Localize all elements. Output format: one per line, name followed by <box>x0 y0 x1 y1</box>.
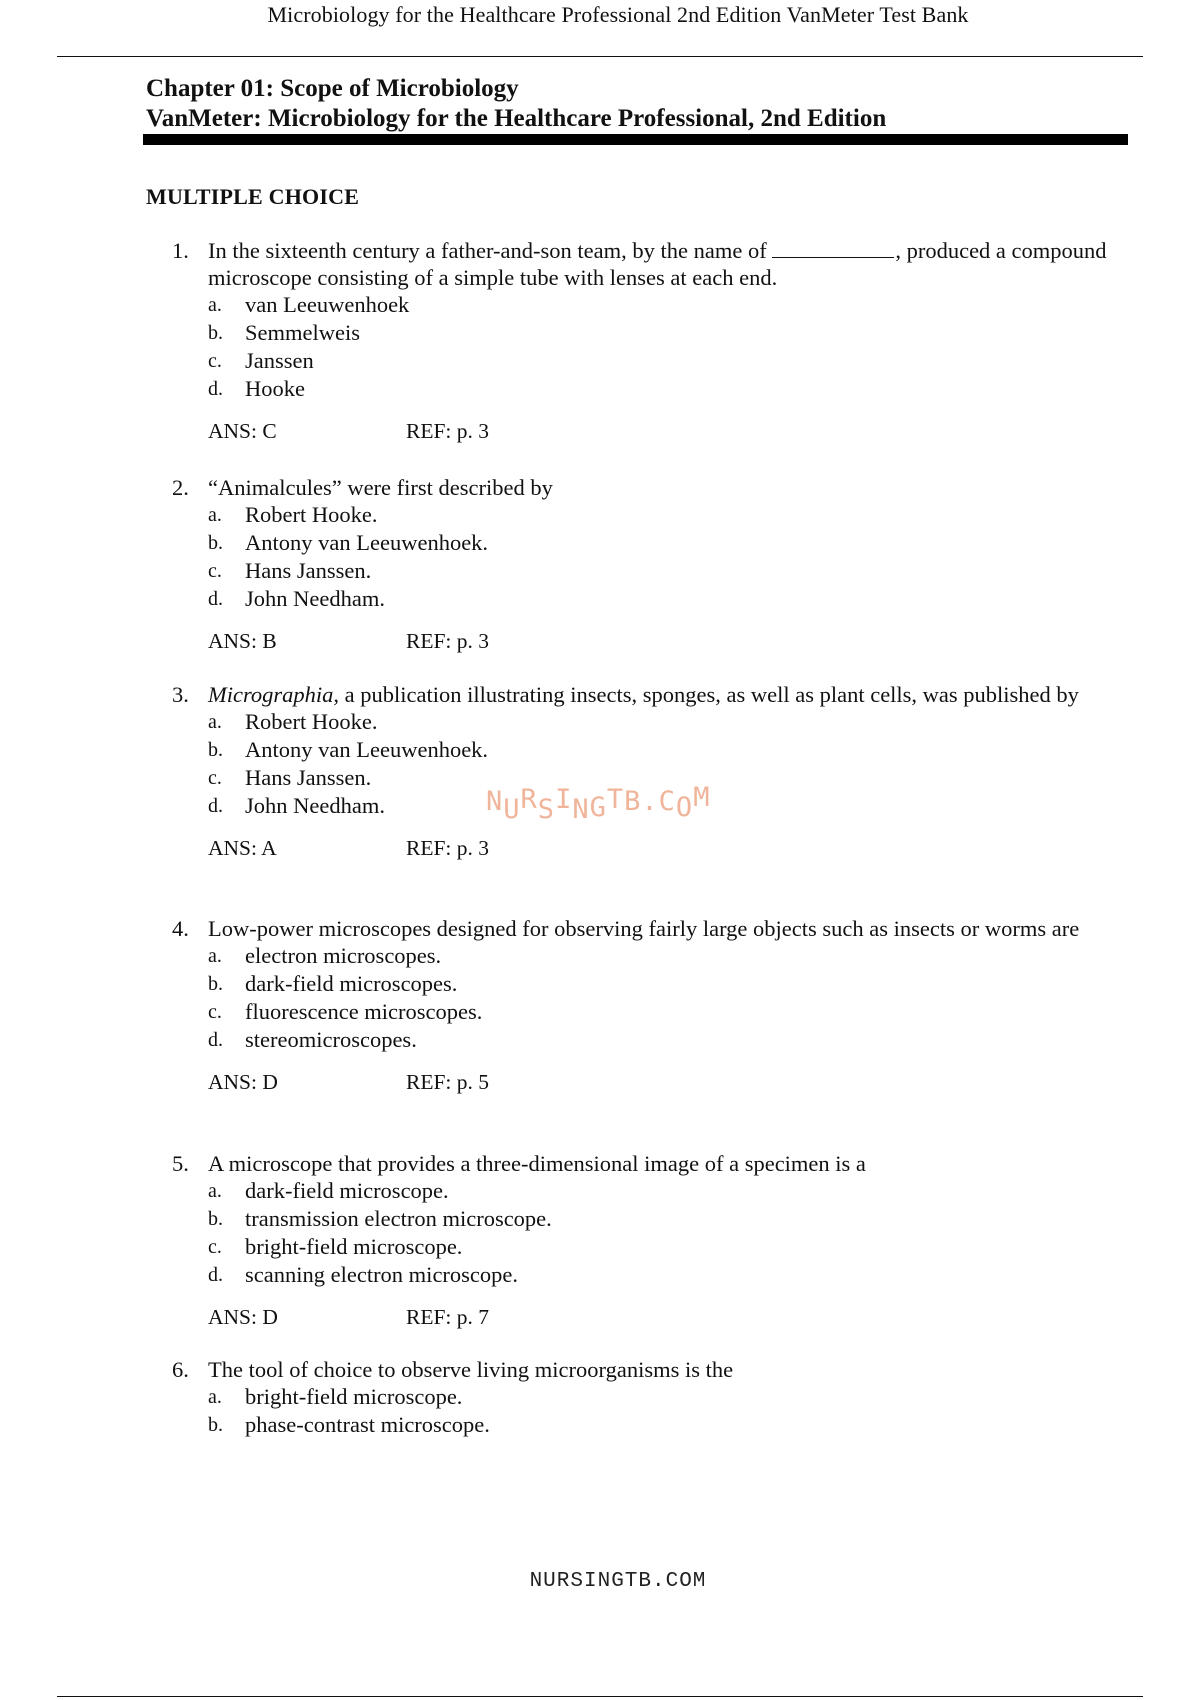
option-text: Antony van Leeuwenhoek. <box>245 530 489 555</box>
option-letter: c. <box>208 1001 222 1023</box>
question-stem <box>172 237 1132 291</box>
option-letter: c. <box>208 350 222 372</box>
option-text: Hooke <box>245 376 305 401</box>
option-letter: b. <box>208 532 223 554</box>
option-text: stereomicroscopes. <box>245 1027 417 1052</box>
option-letter: d. <box>208 378 223 400</box>
option-a <box>208 1383 1132 1411</box>
answer-row <box>208 626 1132 656</box>
option-b <box>208 970 1132 998</box>
options-list <box>172 1177 1132 1289</box>
option-letter: b. <box>208 973 223 995</box>
option-b <box>208 529 1132 557</box>
question-stem <box>172 915 1132 942</box>
answer-key: ANS: B <box>208 629 277 653</box>
option-text: bright-field microscope. <box>245 1234 463 1259</box>
chapter-heading <box>146 74 1130 134</box>
option-b <box>208 319 1132 347</box>
question-number: 1. <box>172 238 189 263</box>
options-list <box>172 291 1132 403</box>
page-reference: REF: p. 3 <box>406 836 490 860</box>
answer-row <box>208 416 1132 446</box>
option-text: Robert Hooke. <box>245 709 378 734</box>
stem-text: a publication illustrating insects, sponges, as well as plant cells, was published by <box>339 682 1079 707</box>
option-text: Hans Janssen. <box>245 765 372 790</box>
question-number: 3. <box>172 682 189 707</box>
option-b <box>208 1411 1132 1439</box>
stem-part-2: , produced a compound microscope consisting of a simple tube with lenses at each end. <box>208 238 1107 290</box>
option-d <box>208 375 1132 403</box>
option-a <box>208 501 1132 529</box>
option-a <box>208 942 1132 970</box>
stem-text: A microscope that provides a three-dimensional image of a specimen is a <box>208 1151 866 1176</box>
option-letter: c. <box>208 767 222 789</box>
option-text: dark-field microscopes. <box>245 971 458 996</box>
option-text: fluorescence microscopes. <box>245 999 483 1024</box>
answer-key: ANS: D <box>208 1305 278 1329</box>
option-text: bright-field microscope. <box>245 1384 463 1409</box>
option-letter: d. <box>208 795 223 817</box>
option-text: Hans Janssen. <box>245 558 372 583</box>
option-text: transmission electron microscope. <box>245 1206 552 1231</box>
page-reference: REF: p. 5 <box>406 1070 490 1094</box>
question-5 <box>172 1150 1132 1332</box>
option-text: Semmelweis <box>245 320 360 345</box>
option-b <box>208 736 1132 764</box>
running-header: Microbiology for the Healthcare Professional 2nd Edition VanMeter Test Bank <box>267 2 969 27</box>
question-number: 6. <box>172 1357 189 1382</box>
answer-key: ANS: A <box>208 836 277 860</box>
option-a <box>208 708 1132 736</box>
answer-key: ANS: C <box>208 419 277 443</box>
page-reference: REF: p. 3 <box>406 629 490 653</box>
option-letter: b. <box>208 739 223 761</box>
question-stem <box>172 681 1132 708</box>
option-letter: d. <box>208 1264 223 1286</box>
option-d <box>208 585 1132 613</box>
option-letter: c. <box>208 1236 222 1258</box>
question-1 <box>172 237 1132 446</box>
option-text: phase-contrast microscope. <box>245 1412 490 1437</box>
option-letter: a. <box>208 504 222 526</box>
option-letter: a. <box>208 711 222 733</box>
option-d <box>208 1026 1132 1054</box>
question-number: 5. <box>172 1151 189 1176</box>
option-text: Antony van Leeuwenhoek. <box>245 737 489 762</box>
options-list <box>172 501 1132 613</box>
answer-row <box>208 1302 1132 1332</box>
option-c <box>208 557 1132 585</box>
question-stem <box>172 1150 1132 1177</box>
option-letter: d. <box>208 1029 223 1051</box>
option-text: John Needham. <box>245 793 385 818</box>
option-letter: a. <box>208 294 222 316</box>
fill-in-blank <box>772 240 894 258</box>
question-number: 2. <box>172 475 189 500</box>
stem-text: “Animalcules” were first described by <box>208 475 553 500</box>
option-c <box>208 347 1132 375</box>
option-letter: c. <box>208 560 222 582</box>
option-text: scanning electron microscope. <box>245 1262 519 1287</box>
option-text: electron microscopes. <box>245 943 442 968</box>
question-stem <box>172 474 1132 501</box>
page-reference: REF: p. 7 <box>406 1305 490 1329</box>
option-d <box>208 1261 1132 1289</box>
option-text: Janssen <box>245 348 314 373</box>
section-heading: MULTIPLE CHOICE <box>146 184 360 209</box>
header-rule <box>57 56 1143 57</box>
option-letter: b. <box>208 322 223 344</box>
option-letter: b. <box>208 1208 223 1230</box>
chapter-divider <box>143 134 1128 145</box>
question-3 <box>172 681 1132 863</box>
question-stem <box>172 1356 1132 1383</box>
chapter-title: Chapter 01: Scope of Microbiology <box>146 75 519 102</box>
answer-key: ANS: D <box>208 1070 278 1094</box>
answer-row <box>208 1067 1132 1097</box>
options-list <box>172 942 1132 1054</box>
option-letter: a. <box>208 1386 222 1408</box>
option-text: dark-field microscope. <box>245 1178 449 1203</box>
footer-rule <box>57 1696 1143 1697</box>
stem-part-1: In the sixteenth century a father-and-son team, by the name of <box>208 238 767 263</box>
option-c <box>208 998 1132 1026</box>
option-text: van Leeuwenhoek <box>245 292 410 317</box>
question-6 <box>172 1356 1132 1439</box>
option-letter: b. <box>208 1414 223 1436</box>
stem-text: Low-power microscopes designed for observing fairly large objects such as insects or worms are <box>208 916 1080 941</box>
option-text: Robert Hooke. <box>245 502 378 527</box>
option-letter: a. <box>208 945 222 967</box>
answer-row <box>208 833 1132 863</box>
question-number: 4. <box>172 916 189 941</box>
question-2 <box>172 474 1132 656</box>
option-a <box>208 1177 1132 1205</box>
book-title: VanMeter: Microbiology for the Healthcare Professional, 2nd Edition <box>146 105 887 132</box>
option-a <box>208 291 1132 319</box>
watermark-overlay: NURSINGTB.COM <box>486 782 711 825</box>
footer-watermark: NURSINGTB.COM <box>529 1570 707 1593</box>
publication-title: Micrographia, <box>208 682 340 707</box>
option-text: John Needham. <box>245 586 385 611</box>
option-b <box>208 1205 1132 1233</box>
option-c <box>208 1233 1132 1261</box>
option-letter: a. <box>208 1180 222 1202</box>
question-4 <box>172 915 1132 1097</box>
stem-text: The tool of choice to observe living microorganisms is the <box>208 1357 734 1382</box>
options-list <box>172 1383 1132 1439</box>
page-reference: REF: p. 3 <box>406 419 490 443</box>
option-letter: d. <box>208 588 223 610</box>
